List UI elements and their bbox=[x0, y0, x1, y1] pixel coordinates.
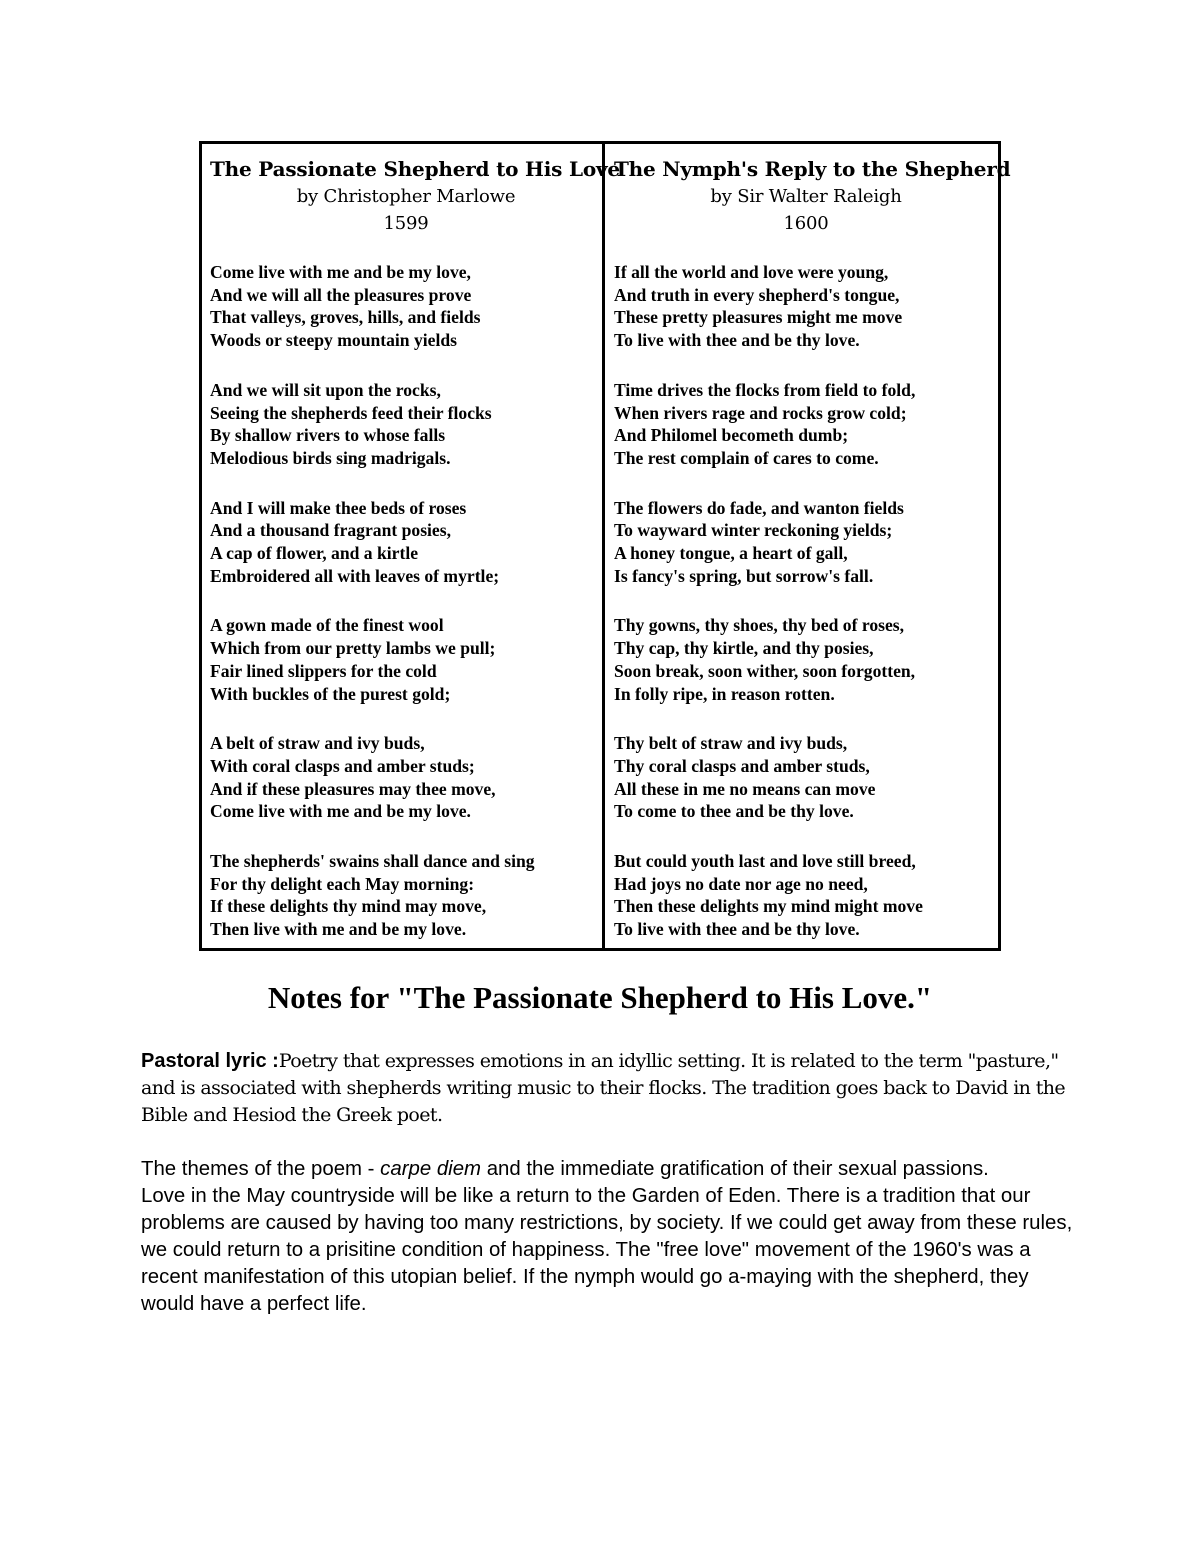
verse-line: In folly ripe, in reason rotten. bbox=[614, 683, 835, 704]
verse-line: By shallow rivers to whose falls bbox=[210, 425, 446, 446]
verse-line: Embroidered all with leaves of myrtle; bbox=[210, 565, 500, 586]
stanza bbox=[210, 379, 602, 470]
verse-line: To live with thee and be thy love. bbox=[614, 330, 860, 351]
verse-line: These pretty pleasures might me move bbox=[614, 307, 903, 328]
stanza bbox=[210, 732, 602, 823]
verse-line: Thy belt of straw and ivy buds, bbox=[614, 733, 848, 754]
verse-line: And I will make thee beds of roses bbox=[210, 497, 467, 518]
poem-author: by Christopher Marlowe bbox=[296, 186, 516, 207]
stanza bbox=[614, 379, 998, 470]
verse-line: If these delights thy mind may move, bbox=[210, 896, 487, 917]
pastoral-lyric-definition bbox=[141, 1048, 1081, 1129]
verse-line: Seeing the shepherds feed their flocks bbox=[210, 402, 492, 423]
verse-line: And a thousand fragrant posies, bbox=[210, 520, 451, 541]
verse-line: And we will all the pleasures prove bbox=[210, 284, 472, 305]
themes-suffix: and the immediate gratification of their sexual passions. bbox=[481, 1158, 989, 1180]
verse-line: If all the world and love were young, bbox=[614, 262, 889, 282]
verse-line: And Philomel becometh dumb; bbox=[614, 425, 849, 446]
stanza bbox=[210, 850, 602, 941]
verse-line: And truth in every shepherd's tongue, bbox=[614, 284, 900, 305]
verse-line: For thy delight each May morning: bbox=[210, 873, 475, 894]
verse-line: A honey tongue, a heart of gall, bbox=[614, 543, 848, 564]
stanza bbox=[210, 614, 602, 705]
verse-line: Melodious birds sing madrigals. bbox=[210, 447, 451, 468]
verse-line: The shepherds' swains shall dance and sing bbox=[210, 851, 535, 872]
term-label: Pastoral lyric : bbox=[141, 1050, 279, 1072]
verse-line: The rest complain of cares to come. bbox=[614, 447, 879, 468]
term-definition: Poetry that expresses emotions in an idyllic setting. It is related to the term "pasture," and is associated with shepherds writing music to their flocks. The tradition goes back to David in the Bible and Hesiod the Greek poet. bbox=[141, 1050, 1066, 1126]
verse-line: Thy gowns, thy shoes, thy bed of roses, bbox=[614, 615, 905, 636]
themes-paragraph bbox=[141, 1156, 1081, 1183]
notes-heading: Notes for "The Passionate Shepherd to His Love." bbox=[267, 980, 933, 1015]
verse-line: When rivers rage and rocks grow cold; bbox=[614, 402, 907, 423]
stanza bbox=[210, 497, 602, 588]
stanza bbox=[614, 497, 998, 588]
verse-line: A belt of straw and ivy buds, bbox=[210, 733, 425, 754]
poem-year: 1599 bbox=[383, 213, 429, 234]
verse-line: A cap of flower, and a kirtle bbox=[210, 543, 419, 564]
verse-line: With buckles of the purest gold; bbox=[210, 683, 451, 704]
verse-line: Woods or steepy mountain yields bbox=[210, 330, 457, 351]
stanza bbox=[614, 732, 998, 823]
verse-line: Fair lined slippers for the cold bbox=[210, 660, 437, 681]
verse-line: To live with thee and be thy love. bbox=[614, 919, 860, 940]
verse-line: Thy cap, thy kirtle, and thy posies, bbox=[614, 638, 874, 659]
notes-body bbox=[141, 1048, 1081, 1318]
verse-line: Time drives the flocks from field to fold, bbox=[614, 379, 916, 400]
verse-line: And if these pleasures may thee move, bbox=[210, 778, 496, 799]
poem-author: by Sir Walter Raleigh bbox=[710, 186, 902, 207]
stanza bbox=[614, 850, 998, 941]
paragraph-gap bbox=[141, 1129, 1081, 1156]
verse-line: Which from our pretty lambs we pull; bbox=[210, 638, 496, 659]
poem-column-marlowe bbox=[202, 144, 620, 948]
verse-line: Come live with me and be my love. bbox=[210, 801, 471, 822]
verse-line: Then live with me and be my love. bbox=[210, 919, 467, 940]
poem-comparison-table bbox=[199, 141, 1011, 951]
verse-line: Had joys no date nor age no need, bbox=[614, 873, 868, 894]
verse-line: Is fancy's spring, but sorrow's fall. bbox=[614, 565, 874, 586]
stanza bbox=[614, 261, 998, 352]
poem-title: The Passionate Shepherd to His Love bbox=[210, 157, 620, 181]
verse-line: Soon break, soon wither, soon forgotten, bbox=[614, 660, 916, 681]
verse-line: And we will sit upon the rocks, bbox=[210, 379, 441, 400]
poem-title: The Nymph's Reply to the Shepherd bbox=[614, 157, 1011, 181]
verse-line: Thy coral clasps and amber studs, bbox=[614, 755, 870, 776]
verse-line: Then these delights my mind might move bbox=[614, 896, 923, 917]
poem-stanzas bbox=[614, 261, 998, 941]
verse-line: Come live with me and be my love, bbox=[210, 262, 471, 282]
poem-column-raleigh bbox=[605, 144, 1011, 948]
verse-line: All these in me no means can move bbox=[614, 778, 876, 799]
themes-prefix: The themes of the poem - bbox=[141, 1158, 381, 1180]
themes-italic: carpe diem bbox=[380, 1158, 482, 1180]
poem-stanzas bbox=[210, 261, 602, 941]
eden-paragraph: Love in the May countryside will be like a return to the Garden of Eden. There is a tradition that our problems are caused by having too many restrictions, by society. If we could get away from these rules, we could return to a prisitine condition of happiness. The "free love" movement of the 1960's was a recent manifestation of this utopian belief. If the nymph would go a-maying with the shepherd, they would have a perfect life. bbox=[141, 1185, 1073, 1315]
verse-line: But could youth last and love still breed, bbox=[614, 851, 916, 872]
verse-line: To come to thee and be thy love. bbox=[614, 801, 854, 822]
verse-line: To wayward winter reckoning yields; bbox=[614, 520, 893, 541]
verse-line: The flowers do fade, and wanton fields bbox=[614, 497, 904, 518]
verse-line: That valleys, groves, hills, and fields bbox=[210, 307, 481, 328]
stanza bbox=[210, 261, 602, 352]
stanza bbox=[614, 614, 998, 705]
verse-line: A gown made of the finest wool bbox=[210, 615, 444, 636]
verse-line: With coral clasps and amber studs; bbox=[210, 755, 475, 776]
poem-year: 1600 bbox=[783, 213, 829, 234]
